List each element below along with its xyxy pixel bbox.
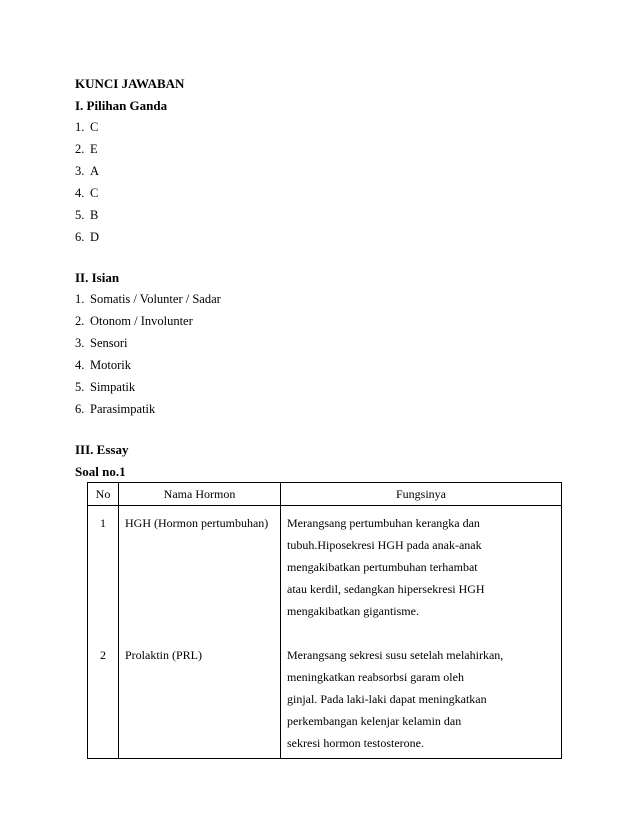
- function-line: Merangsang sekresi susu setelah melahirkan,: [287, 648, 504, 662]
- question-label: Soal no.1: [75, 464, 126, 479]
- answer-item: [75, 336, 128, 351]
- answer-text: Parasimpatik: [90, 402, 156, 416]
- section-essay-heading: III. Essay: [75, 442, 129, 457]
- section-isian-heading: II. Isian: [75, 270, 120, 285]
- answer-number: 1.: [75, 120, 85, 134]
- blank-line: [94, 534, 112, 556]
- table-row: [88, 506, 562, 759]
- blank-line: [287, 622, 555, 644]
- answer-number: 2.: [75, 314, 85, 328]
- column-header-fungsinya: Fungsinya: [281, 483, 562, 506]
- answer-text: Simpatik: [90, 380, 136, 394]
- function-line: atau kerdil, sedangkan hipersekresi HGH: [287, 582, 485, 596]
- function-line: mengakibatkan pertumbuhan terhambat: [287, 560, 478, 574]
- answer-item: [75, 208, 98, 223]
- answer-number: 6.: [75, 402, 85, 416]
- answer-number: 4.: [75, 358, 85, 372]
- answer-item: [75, 380, 135, 395]
- hormone-name: Prolaktin (PRL): [125, 648, 202, 662]
- function-line: meningkatkan reabsorbsi garam oleh: [287, 670, 464, 684]
- answer-number: 3.: [75, 164, 85, 178]
- blank-line: [94, 600, 112, 622]
- blank-line: [125, 622, 274, 644]
- blank-line: [94, 622, 112, 644]
- column-header-no: No: [88, 483, 119, 506]
- answer-text: Motorik: [90, 358, 131, 372]
- answer-text: A: [90, 164, 100, 178]
- column-header-nama-hormon: Nama Hormon: [119, 483, 281, 506]
- hormone-name: HGH (Hormon pertumbuhan): [125, 516, 269, 530]
- answer-item: [75, 164, 99, 179]
- function-line: sekresi hormon testosterone.: [287, 736, 424, 750]
- answer-number: 2.: [75, 142, 85, 156]
- answer-number: 1.: [75, 292, 85, 306]
- answer-number: 5.: [75, 208, 85, 222]
- answer-text: D: [90, 230, 100, 244]
- answer-item: [75, 186, 98, 201]
- answer-item: [75, 358, 131, 373]
- answer-number: 5.: [75, 380, 85, 394]
- row-number: 1: [100, 516, 106, 530]
- answer-text: C: [90, 186, 99, 200]
- blank-line: [125, 534, 274, 556]
- answer-text: E: [90, 142, 98, 156]
- answer-item: [75, 314, 193, 329]
- answer-number: 4.: [75, 186, 85, 200]
- section-pilihan-ganda-heading: I. Pilihan Ganda: [75, 98, 168, 113]
- answer-item: [75, 230, 99, 245]
- answer-item: [75, 120, 98, 135]
- blank-line: [125, 600, 274, 622]
- blank-line: [125, 556, 274, 578]
- answer-text: C: [90, 120, 99, 134]
- answer-text: Otonom / Involunter: [90, 314, 193, 328]
- row-number: 2: [100, 648, 106, 662]
- answer-number: 3.: [75, 336, 85, 350]
- blank-line: [94, 578, 112, 600]
- answer-item: [75, 142, 98, 157]
- blank-line: [94, 556, 112, 578]
- blank-line: [125, 578, 274, 600]
- function-line: tubuh.Hiposekresi HGH pada anak-anak: [287, 538, 482, 552]
- answer-text: Sensori: [90, 336, 128, 350]
- answer-text: B: [90, 208, 99, 222]
- function-line: perkembangan kelenjar kelamin dan: [287, 714, 462, 728]
- answer-number: 6.: [75, 230, 85, 244]
- answer-text: Somatis / Volunter / Sadar: [90, 292, 221, 306]
- table-header-row: [88, 483, 562, 506]
- answer-item: [75, 292, 221, 307]
- document-title: KUNCI JAWABAN: [75, 76, 185, 91]
- function-line: Merangsang pertumbuhan kerangka dan: [287, 516, 480, 530]
- function-line: ginjal. Pada laki-laki dapat meningkatkan: [287, 692, 487, 706]
- hormone-table: [87, 482, 562, 759]
- answer-item: [75, 402, 155, 417]
- function-line: mengakibatkan gigantisme.: [287, 604, 419, 618]
